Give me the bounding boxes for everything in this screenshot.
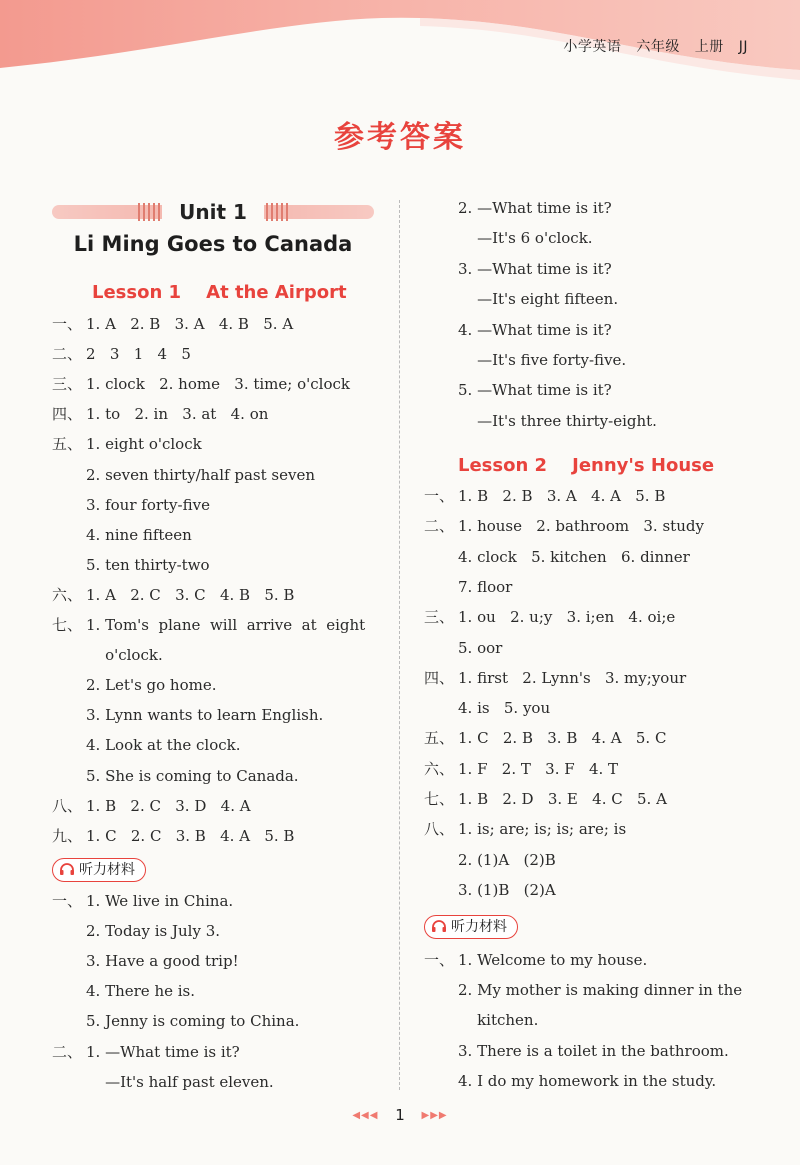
answer-text: —It's half past eleven. bbox=[86, 1072, 274, 1091]
page-footer bbox=[0, 1106, 800, 1124]
section-marker: 一、 bbox=[52, 315, 83, 333]
section-marker: 七、 bbox=[52, 616, 83, 634]
section-marker: 一、 bbox=[424, 487, 455, 505]
answer-text: 1. C 2. B 3. B 4. A 5. C bbox=[458, 729, 667, 748]
unit-stripes-left bbox=[138, 203, 160, 221]
answer-text: 1. F 2. T 3. F 4. T bbox=[458, 759, 619, 778]
answer-text: 2. Today is July 3. bbox=[86, 922, 221, 941]
answer-text: 1. eight o'clock bbox=[86, 435, 202, 454]
answer-row bbox=[424, 698, 550, 718]
answer-text: 1. —What time is it? bbox=[86, 1042, 240, 1061]
answer-text: o'clock. bbox=[86, 646, 163, 665]
answer-row bbox=[424, 759, 618, 779]
answer-text: 5. oor bbox=[458, 638, 503, 657]
section-marker: 四、 bbox=[424, 668, 455, 687]
answer-text: 1. B 2. B 3. A 4. A 5. B bbox=[458, 487, 666, 505]
answer-row bbox=[424, 980, 742, 1000]
answer-row bbox=[52, 951, 239, 971]
section-marker: 四、 bbox=[52, 405, 83, 424]
answer-row bbox=[52, 766, 299, 786]
answer-row bbox=[458, 259, 612, 279]
answer-text: 4. is 5. you bbox=[458, 699, 551, 718]
answer-row bbox=[52, 1011, 299, 1031]
lesson2-title: Lesson 2 Jenny's House bbox=[458, 455, 715, 476]
answer-row bbox=[458, 380, 612, 400]
lesson2-listening-label: 听力材料 bbox=[451, 919, 507, 935]
answer-row bbox=[424, 880, 556, 900]
section-marker: 二、 bbox=[52, 345, 83, 364]
answer-text: 1. We live in China. bbox=[86, 892, 234, 910]
answer-text: 2. Let's go home. bbox=[86, 676, 217, 695]
header-edition: JJ bbox=[738, 39, 748, 55]
answer-row bbox=[52, 555, 210, 575]
answer-row bbox=[52, 525, 192, 545]
answer-row bbox=[424, 819, 626, 839]
answer-row bbox=[424, 486, 665, 506]
answer-row bbox=[52, 615, 365, 635]
answer-text: 3. four forty-five bbox=[86, 495, 210, 514]
headphones-icon bbox=[431, 919, 447, 933]
section-marker: 一、 bbox=[52, 892, 83, 910]
answer-row bbox=[458, 228, 593, 248]
section-marker: 五、 bbox=[424, 729, 455, 748]
answer-text: 4. —What time is it? bbox=[458, 320, 612, 339]
unit-subtitle: Li Ming Goes to Canada bbox=[73, 232, 353, 256]
answer-row bbox=[52, 826, 294, 846]
answer-text: 1. Welcome to my house. bbox=[458, 951, 648, 969]
answer-row bbox=[424, 850, 556, 870]
answer-text: 2. (1)A (2)B bbox=[458, 850, 556, 869]
answer-row bbox=[52, 735, 241, 755]
page-number: 1 bbox=[395, 1106, 405, 1124]
answer-text: 1. first 2. Lynn's 3. my;your bbox=[458, 668, 687, 687]
answer-row bbox=[458, 320, 612, 340]
answer-row bbox=[52, 891, 233, 911]
answer-text: 4. Look at the clock. bbox=[86, 736, 241, 755]
answer-row bbox=[424, 1071, 716, 1091]
answer-row bbox=[52, 645, 163, 665]
answer-text: 1. house 2. bathroom 3. study bbox=[458, 517, 704, 536]
answer-row bbox=[424, 516, 704, 536]
headphones-icon bbox=[59, 862, 75, 876]
answer-text: 1. B 2. D 3. E 4. C 5. A bbox=[458, 790, 667, 808]
answer-text: 4. I do my homework in the study. bbox=[458, 1071, 717, 1090]
page-title: 参考答案 bbox=[334, 120, 466, 155]
answer-row bbox=[52, 675, 217, 695]
answer-row bbox=[52, 314, 293, 334]
section-marker: 二、 bbox=[424, 517, 455, 536]
answer-row bbox=[52, 585, 294, 605]
answer-text: 1. is; are; is; is; are; is bbox=[458, 820, 627, 839]
answer-row bbox=[52, 981, 195, 1001]
section-marker: 六、 bbox=[424, 759, 455, 778]
answer-row bbox=[458, 411, 657, 431]
answer-text: 1. C 2. C 3. B 4. A 5. B bbox=[86, 826, 295, 845]
answer-row bbox=[458, 350, 626, 370]
lesson1-listening-badge bbox=[52, 858, 146, 882]
answer-row bbox=[52, 374, 350, 394]
answer-text: —It's five forty-five. bbox=[458, 351, 627, 369]
answer-text: 3. There is a toilet in the bathroom. bbox=[458, 1041, 729, 1060]
section-marker: 九、 bbox=[52, 826, 83, 845]
header-meta bbox=[563, 36, 748, 56]
lesson1-listening-label: 听力材料 bbox=[79, 862, 135, 878]
answer-text: 5. —What time is it? bbox=[458, 381, 612, 400]
answer-text: 1. A 2. B 3. A 4. B 5. A bbox=[86, 315, 294, 333]
answer-row bbox=[424, 668, 686, 688]
answer-row bbox=[424, 728, 666, 748]
answer-text: 2 3 1 4 5 bbox=[86, 345, 191, 364]
answer-row bbox=[52, 465, 315, 485]
answer-text: 5. ten thirty-two bbox=[86, 555, 210, 574]
answer-row bbox=[52, 344, 191, 364]
section-marker: 八、 bbox=[52, 796, 83, 815]
answer-row bbox=[424, 950, 647, 970]
unit-label: Unit 1 bbox=[162, 200, 264, 224]
answer-text: 5. She is coming to Canada. bbox=[86, 766, 299, 785]
answer-text: 7. floor bbox=[458, 577, 513, 596]
answer-text: 5. Jenny is coming to China. bbox=[86, 1012, 300, 1031]
answer-row bbox=[424, 547, 690, 567]
answer-row bbox=[52, 1072, 274, 1092]
header-subject: 小学英语 bbox=[563, 39, 622, 55]
answer-text: —It's eight fifteen. bbox=[458, 290, 619, 309]
answer-text: 1. B 2. C 3. D 4. A bbox=[86, 796, 251, 815]
answer-text: 3. Lynn wants to learn English. bbox=[86, 706, 324, 725]
section-marker: 七、 bbox=[424, 790, 455, 808]
answer-row bbox=[52, 1042, 240, 1062]
answer-row bbox=[424, 638, 502, 658]
footer-left-arrows-icon: ◀◀◀ bbox=[352, 1110, 379, 1121]
unit-stripes-right bbox=[266, 203, 288, 221]
lesson2-listening-badge bbox=[424, 915, 518, 939]
section-marker: 八、 bbox=[424, 820, 455, 839]
answer-text: 3. (1)B (2)A bbox=[458, 880, 556, 899]
answer-text: 4. clock 5. kitchen 6. dinner bbox=[458, 547, 690, 566]
answer-text: 4. There he is. bbox=[86, 982, 196, 1001]
header-grade: 六年级 bbox=[636, 39, 680, 55]
answer-text: 2. seven thirty/half past seven bbox=[86, 465, 315, 484]
answer-text: 1. ou 2. u;y 3. i;en 4. oi;e bbox=[458, 608, 676, 627]
answer-row bbox=[424, 789, 667, 809]
answer-row bbox=[458, 198, 612, 218]
section-marker: 六、 bbox=[52, 585, 83, 604]
section-marker: 三、 bbox=[52, 375, 83, 394]
section-marker: 二、 bbox=[52, 1042, 83, 1061]
section-marker: 五、 bbox=[52, 435, 83, 454]
answer-row bbox=[424, 1041, 729, 1061]
footer-right-arrows-icon: ▶▶▶ bbox=[421, 1110, 448, 1121]
answer-row bbox=[52, 921, 220, 941]
answer-row bbox=[424, 1010, 538, 1030]
answer-text: 2. My mother is making dinner in the bbox=[458, 981, 743, 1000]
unit-heading-bar bbox=[52, 200, 374, 224]
answer-text: 3. Have a good trip! bbox=[86, 952, 239, 971]
answer-row bbox=[52, 434, 202, 454]
answer-text: 1. A 2. C 3. C 4. B 5. B bbox=[86, 585, 295, 604]
answer-text: 3. —What time is it? bbox=[458, 259, 612, 278]
section-marker: 三、 bbox=[424, 608, 455, 627]
answer-row bbox=[52, 404, 268, 424]
answer-text: 1. to 2. in 3. at 4. on bbox=[86, 405, 269, 424]
header-volume: 上册 bbox=[694, 39, 724, 55]
column-divider bbox=[399, 200, 400, 1090]
answer-row bbox=[52, 705, 323, 725]
answer-text: 1. clock 2. home 3. time; o'clock bbox=[86, 375, 350, 394]
lesson1-title: Lesson 1 At the Airport bbox=[92, 282, 347, 303]
section-marker: 一、 bbox=[424, 951, 455, 969]
answer-row bbox=[424, 577, 512, 597]
answer-text: 1. Tom's plane will arrive at eight bbox=[86, 616, 366, 634]
answer-row bbox=[424, 607, 675, 627]
answer-row bbox=[52, 796, 251, 816]
answer-text: 2. —What time is it? bbox=[458, 199, 612, 217]
answer-text: —It's 6 o'clock. bbox=[458, 229, 593, 248]
answer-text: kitchen. bbox=[458, 1011, 539, 1030]
answer-row bbox=[458, 289, 618, 309]
answer-text: 4. nine fifteen bbox=[86, 525, 192, 544]
answer-row bbox=[52, 495, 210, 515]
answer-text: —It's three thirty-eight. bbox=[458, 411, 657, 430]
